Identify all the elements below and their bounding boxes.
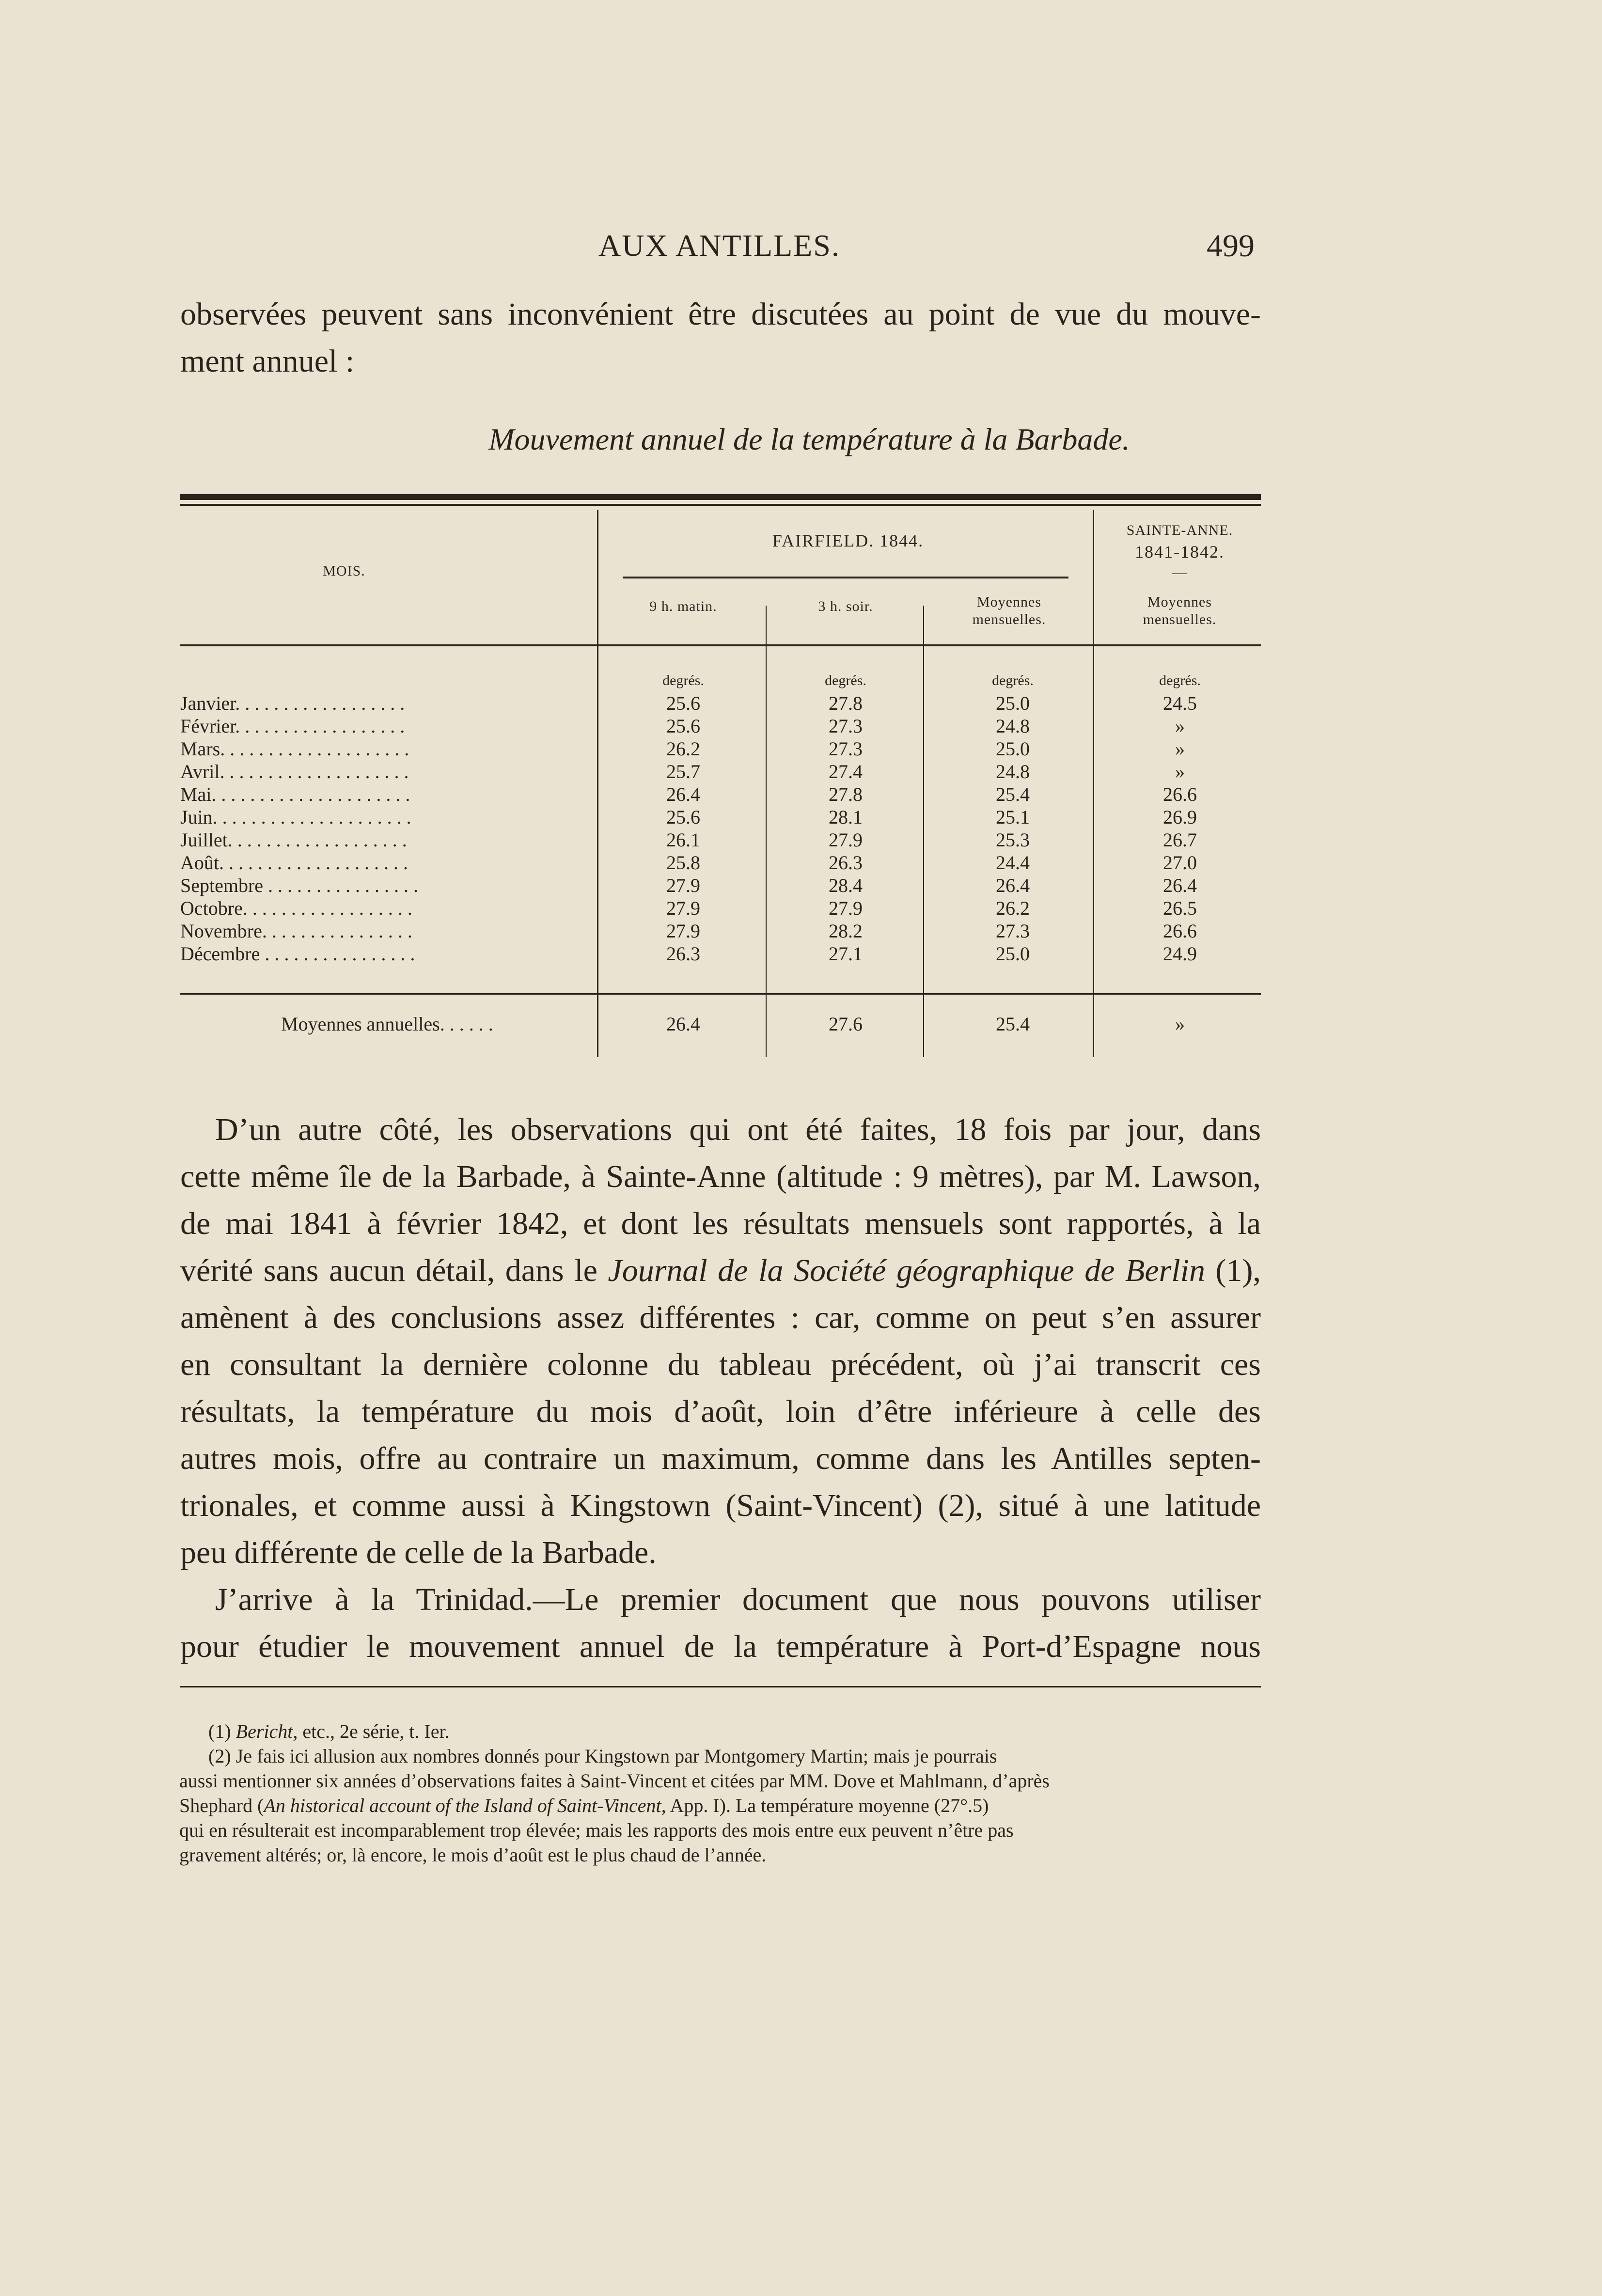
value-soir: 27.8	[829, 692, 863, 714]
value-soir: 28.2	[829, 920, 863, 942]
footnote-text: App. I). La température moyenne (27°.5)	[666, 1795, 989, 1816]
footnote-rule	[180, 1686, 1261, 1687]
value-sainte-anne: 26.6	[1163, 783, 1197, 805]
header-sa-moyennes-mensuelles	[1096, 594, 1263, 628]
month-label: Juillet. . . . . . . . . . . . . . . . . . .	[180, 829, 407, 851]
value-moyenne: 25.0	[996, 738, 1030, 760]
value-matin: 25.6	[666, 692, 700, 714]
footnote-2-line: qui en résulterait est incomparablement trop élevée; mais les rapports des mois entre eux peuvent n’être pas	[179, 1819, 1014, 1841]
text-line: peu différente de celle de la Barbade.	[180, 1535, 657, 1570]
value-matin: 26.4	[666, 783, 700, 805]
value-soir: 27.3	[829, 738, 863, 760]
header-sainte-anne-dash: —	[1172, 564, 1187, 580]
text-segment: vérité sans aucun détail, dans le	[180, 1253, 608, 1288]
value-matin: 27.9	[666, 920, 700, 942]
text-line: amènent à des conclusions assez différentes : car, comme on peut s’en assurer	[180, 1300, 1261, 1335]
footnote-2-line: (2) Je fais ici allusion aux nombres donnés pour Kingstown par Montgomery Martin; mais je pourrais	[208, 1745, 997, 1767]
month-label: Novembre. . . . . . . . . . . . . . . .	[180, 920, 412, 942]
value-matin: 26.1	[666, 829, 700, 851]
value-moyenne: 26.2	[996, 897, 1030, 919]
header-mois: MOIS.	[323, 563, 365, 579]
value-soir: 27.9	[829, 829, 863, 851]
footnote-citation: An historical account of the Island of Saint-Vincent,	[264, 1795, 666, 1816]
header-fairfield: FAIRFIELD. 1844.	[772, 531, 924, 550]
month-label: Avril. . . . . . . . . . . . . . . . . . . .	[180, 761, 409, 782]
value-moyenne: 24.8	[996, 761, 1030, 782]
text-line: observées peuvent sans inconvénient être discutées au point de vue du mouve-	[180, 297, 1261, 332]
annual-moyenne: 25.4	[996, 1013, 1030, 1035]
column-separator	[923, 606, 924, 1057]
footnote-citation: Bericht,	[236, 1720, 298, 1742]
value-matin: 27.9	[666, 875, 700, 896]
table-top-rule	[180, 494, 1261, 500]
value-sainte-anne: 26.4	[1163, 875, 1197, 896]
month-label: Août. . . . . . . . . . . . . . . . . . . .	[180, 852, 408, 874]
header-moyennes-mensuelles	[926, 594, 1093, 628]
text-line: ment annuel :	[180, 344, 355, 379]
unit-label: degrés.	[825, 672, 866, 688]
text-line: résultats, la température du mois d’août, loin d’être inférieure à celle des	[180, 1394, 1261, 1429]
header-9h-matin: 9 h. matin.	[649, 598, 717, 614]
value-moyenne: 24.8	[996, 715, 1030, 737]
annual-rule	[180, 993, 1261, 995]
unit-label: degrés.	[992, 672, 1034, 688]
column-separator	[597, 510, 598, 1057]
month-label: Mars. . . . . . . . . . . . . . . . . . . .	[180, 738, 409, 760]
annual-label: Moyennes annuelles. . . . . .	[281, 1013, 493, 1035]
month-label: Septembre . . . . . . . . . . . . . . . .	[180, 875, 419, 896]
header-text: Moyennes	[1147, 594, 1212, 610]
month-label: Février. . . . . . . . . . . . . . . . . .	[180, 715, 405, 737]
value-moyenne: 26.4	[996, 875, 1030, 896]
value-sainte-anne: 26.6	[1163, 920, 1197, 942]
footnote-text: Shephard (	[179, 1795, 264, 1816]
value-moyenne: 24.4	[996, 852, 1030, 874]
value-sainte-anne: 26.5	[1163, 897, 1197, 919]
footnotes	[179, 1719, 1265, 1867]
value-sainte-anne: »	[1175, 761, 1185, 782]
value-moyenne: 25.1	[996, 806, 1030, 828]
value-matin: 26.2	[666, 738, 700, 760]
text-line: en consultant la dernière colonne du tableau précédent, où j’ai transcrit ces	[180, 1347, 1261, 1382]
month-label: Octobre. . . . . . . . . . . . . . . . . .	[180, 897, 412, 919]
header-text: mensuelles.	[1143, 611, 1217, 627]
value-soir: 27.4	[829, 761, 863, 782]
text-line: de mai 1841 à février 1842, et dont les résultats mensuels sont rapportés, à la	[180, 1206, 1261, 1241]
value-matin: 25.8	[666, 852, 700, 874]
month-label: Décembre . . . . . . . . . . . . . . . .	[180, 943, 415, 965]
body-paragraph	[180, 1106, 1261, 1670]
value-soir: 28.1	[829, 806, 863, 828]
text-line: autres mois, offre au contraire un maximum, comme dans les Antilles septen-	[180, 1441, 1261, 1476]
table-title: Mouvement annuel de la température à la Barbade.	[488, 422, 1130, 456]
text-line: cette même île de la Barbade, à Sainte-Anne (altitude : 9 mètres), par M. Lawson,	[180, 1159, 1261, 1194]
value-soir: 27.8	[829, 783, 863, 805]
value-soir: 27.9	[829, 897, 863, 919]
text-line: pour étudier le mouvement annuel de la température à Port-d’Espagne nous	[180, 1629, 1261, 1664]
table-top-rule-thin	[180, 504, 1261, 506]
value-sainte-anne: 26.9	[1163, 806, 1197, 828]
text-line: J’arrive à la Trinidad.—Le premier document que nous pouvons utiliser	[215, 1582, 1261, 1617]
value-matin: 25.6	[666, 715, 700, 737]
footnote-ref: (1),	[1205, 1253, 1261, 1288]
value-moyenne: 25.4	[996, 783, 1030, 805]
fairfield-brace-rule	[623, 577, 1068, 578]
value-soir: 26.3	[829, 852, 863, 874]
value-sainte-anne: 27.0	[1163, 852, 1197, 874]
month-label: Janvier. . . . . . . . . . . . . . . . . .	[180, 692, 405, 714]
header-sainte-anne: SAINTE-ANNE.	[1126, 522, 1233, 538]
value-matin: 25.6	[666, 806, 700, 828]
running-head: AUX ANTILLES.	[598, 228, 840, 263]
header-3h-soir: 3 h. soir.	[818, 598, 873, 614]
value-moyenne: 27.3	[996, 920, 1030, 942]
text-line: D’un autre côté, les observations qui ont été faites, 18 fois par jour, dans	[215, 1112, 1261, 1147]
annual-matin: 26.4	[666, 1013, 700, 1035]
value-moyenne: 25.0	[996, 692, 1030, 714]
header-text: mensuelles.	[972, 611, 1046, 627]
text-line: trionales, et comme aussi à Kingstown (Saint-Vincent) (2), situé à une latitude	[180, 1488, 1261, 1523]
month-label: Juin. . . . . . . . . . . . . . . . . . . . .	[180, 806, 411, 828]
value-soir: 27.3	[829, 715, 863, 737]
header-sainte-anne-years: 1841-1842.	[1135, 542, 1225, 562]
unit-label: degrés.	[1159, 672, 1201, 688]
value-moyenne: 25.0	[996, 943, 1030, 965]
footnote-2-line: gravement altérés; or, là encore, le mois d’août est le plus chaud de l’année.	[179, 1844, 767, 1866]
journal-title: Journal de la Société géographique de Berlin	[608, 1253, 1206, 1288]
footnote-2-line	[179, 1793, 1265, 1818]
column-separator	[1093, 510, 1094, 1057]
header-bottom-rule	[180, 644, 1261, 646]
intro-paragraph	[180, 291, 1261, 385]
annual-soir: 27.6	[829, 1013, 863, 1035]
page-number: 499	[1207, 228, 1255, 264]
annual-sainte-anne: »	[1175, 1013, 1185, 1035]
footnote-text: etc., 2e série, t. Ier.	[298, 1720, 450, 1742]
footnote-2-line: aussi mentionner six années d’observations faites à Saint-Vincent et citées par MM. Dove et Mahlmann, d’après	[179, 1770, 1050, 1792]
value-soir: 27.1	[829, 943, 863, 965]
value-sainte-anne: 24.9	[1163, 943, 1197, 965]
footnote-marker: (1)	[208, 1720, 236, 1742]
value-matin: 27.9	[666, 897, 700, 919]
column-separator	[766, 606, 767, 1057]
unit-label: degrés.	[662, 672, 704, 688]
month-label: Mai. . . . . . . . . . . . . . . . . . . . .	[180, 783, 410, 805]
value-matin: 26.3	[666, 943, 700, 965]
value-sainte-anne: 26.7	[1163, 829, 1197, 851]
value-matin: 25.7	[666, 761, 700, 782]
header-text: Moyennes	[977, 594, 1041, 610]
value-moyenne: 25.3	[996, 829, 1030, 851]
footnote-1	[208, 1719, 1265, 1744]
value-soir: 28.4	[829, 875, 863, 896]
text-line	[180, 1247, 1261, 1294]
value-sainte-anne: »	[1175, 738, 1185, 760]
value-sainte-anne: 24.5	[1163, 692, 1197, 714]
value-sainte-anne: »	[1175, 715, 1185, 737]
